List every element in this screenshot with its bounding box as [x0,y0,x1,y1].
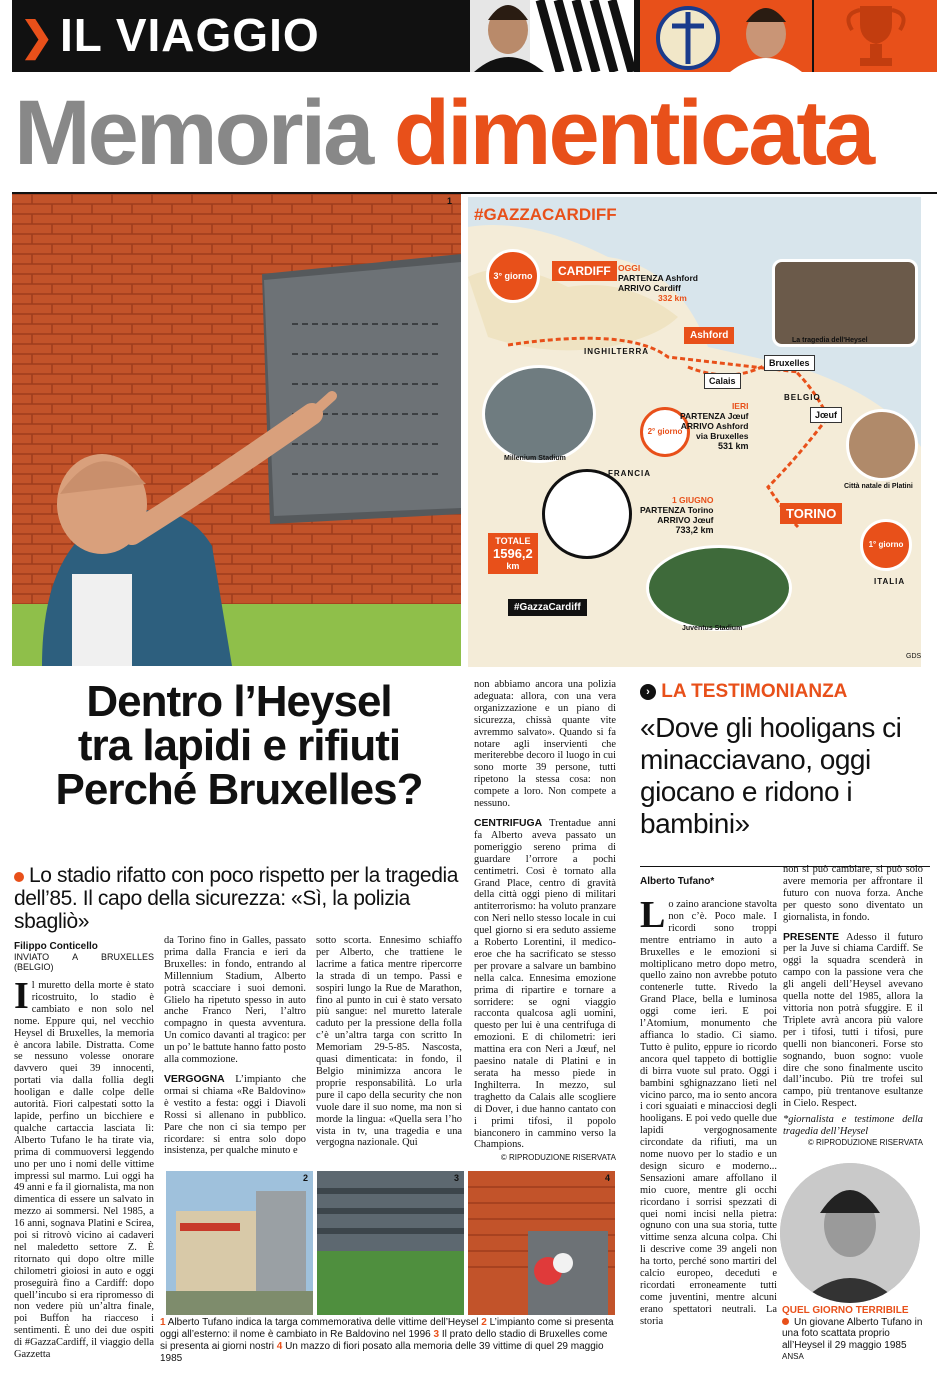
article-col2b-text: L’impianto che ormai si chiama «Re Baldovino» è vestito a festa: oggi i Diavoli Rossi si allenano in pubblico. Pare che non ci sia tempo per ricordare: si entra solo dopo insistenza, per qualche minuto e [164,1073,306,1157]
headline-word-2: dimenticata [393,82,873,184]
caption-heysel: La tragedia dell'Heysel [792,337,868,344]
info-oggi [618,263,698,303]
centrifuga-lead: CENTRIFUGA [474,817,543,829]
flowers-memorial-image [468,1171,615,1315]
city-jaeuf: Jœuf [810,407,842,423]
city-torino: TORINO [780,503,842,524]
photo-man-pointing-at-plaque [12,194,461,666]
testimonianza-repro: © RIPRODUZIONE RISERVATA [807,1137,923,1147]
country-francia: FRANCIA [608,469,651,478]
section-title: IL VIAGGIO [60,9,320,61]
info-giugno-title: 1 GIUGNO [671,495,714,505]
caption-num-1: 1 [160,1317,166,1328]
day-1-badge: 1° giorno [860,519,912,571]
testimonianza-kicker [640,681,847,703]
article-column-3 [316,935,462,1149]
photo-number-1: 1 [446,196,452,206]
article-col2a-text: da Torino fino in Galles, passato prima dalla Francia e ieri da Bruxelles: in fondo, entrando al Millennium Stadium, Alberto potrà scacciare i suoi demoni. Glielo ha ripetuto spesso in auto anche Franco Neri, l’altro compagno in questa avventura. Un comico davanti al tragico: per un po’ le battute hanno fatto posto alla commozione. [164,935,306,1066]
article-repro: © RIPRODUZIONE RISERVATA [500,1153,616,1163]
article-col3-text: sotto scorta. Ennesimo schiaffo per Alberto, che trattiene le lacrime a fatica mentre ripercorre la strada di un tempo. Passi e sospiri lungo la Rue de Marathon, fino al punto in cui è stato versato più sangue: nel muretto laterale caduto per la pressione della folla c’è un’altra targa con scritto In Memoriam 29-5-85. Nascosta, quasi dimenticata: in fondo, il Belgio minimizza ancora le proprie responsabilità. Lo urla pure il capo della security che non vuole dare il suo nome, ma non si morde la lingua: «Quella sera l’ho vista in tv, una tragedia e una vergogna nazionale. Qui [316,935,462,1149]
presente-lead: PRESENTE [783,931,840,943]
info-ieri-km: 531 km [717,441,749,451]
caption-num-2: 2 [481,1317,487,1328]
caption-text-1: Alberto Tufano indica la targa commemorativa delle vittime dell’Heysel [165,1317,482,1328]
testimonianza-col2b-text: Adesso il futuro per la Juve si chiama Cardiff. Se oggi la squadra scenderà in campo con la passione vera che gli angeli dell’Heysel avevano quella notte del 1985, allora la vittoria non potrà sfuggire. E il Triplete avrà ancora più valore per i tifosi, tutti i tifosi, pure quelli non bianconeri. Forse sto sognando, buon sogno: vuole dire che sono finalmente uscito dall’incubo. Più tre trofei sul campo, più trentanove esultanze in Cielo. Respect. [783,931,923,1110]
car-hashtag: #GazzaCardiff [508,599,587,616]
testimonianza-footnote: *giornalista e testimone della tragedia dell’Heysel [783,1114,923,1138]
chevron-circle-icon: › [640,684,656,700]
bullet-icon [782,1318,789,1325]
heysel-tragedy-photo [772,259,918,347]
caption-num-3: 3 [433,1329,440,1340]
testimonianza-kicker-text: LA TESTIMONIANZA [661,681,848,702]
photo-flowers-memorial [468,1171,615,1315]
section-header-bar [12,0,937,72]
vergogna-lead: VERGOGNA [164,1073,225,1085]
bottom-photo-captions [160,1317,615,1365]
young-alberto-caption [782,1305,930,1363]
info-ieri-title: IERI [731,401,749,411]
article-col4b-text: Trentadue anni fa Alberto aveva passato un pomeriggio sereno prima di guardare l’orrore a pochi centimetri. Così è tornato alla Grand Place, centro di gravità della città oggi pieno di militari antiterrorismo: ha voluto pranzare con Neri nello stesso locale in cui quel giorno si era seduto assieme a Roberto Lorentini, il medico-eroe che ha sacrificato se stesso per provare a salvare un bambino nella calca. Ennesima emozione prima di ripartire e tornare a sorridere: se ogni viaggio racconta qualcosa agli uomini, questo per lui è una centrifuga di emozioni. E di chilometri: ieri mattina era con Neri a Jœuf, nel paesino natale di Platini e in serata ha messo piede in Inghilterra. In mezzo, sul traghetto da Calais alle scogliere di Dover, i due hanno cantato con i primi tifosi, il popolo bianconero in cammino verso la Champions. [474,817,616,1151]
young-alberto-photo [780,1163,920,1303]
trophy-thumbnail [814,0,937,72]
total-distance-badge [488,533,538,574]
journalist-caricature [542,469,632,559]
chevron-right-icon: ❯ [20,15,54,59]
photo-stadium-exterior [166,1171,313,1315]
info-oggi-l1: PARTENZA Ashford [618,273,698,283]
map-credit: GDS [906,653,921,660]
stadium-exterior-image [166,1171,313,1315]
info-oggi-km: 332 km [658,293,687,303]
article-title [14,677,464,814]
city-cardiff: CARDIFF [552,261,617,281]
city-calais: Calais [704,373,741,389]
article-title-line-3: Perché Bruxelles? [55,765,423,814]
article-col4a-text: non abbiamo ancora una polizia adeguata: allora, con una vera organizzazione e un piano di sicurezza, chissà quante vite avremmo salvato». Quando si fa notare agli inservienti che meriterebbe decoro il luogo in cui sono morte 39 persone, tutti ripetono la stessa cosa: non compete a loro. Non compete a nessuno. [474,679,616,810]
caption-text-4: Un mazzo di fiori posato alla memoria delle 39 vittime di quel 29 maggio 1985 [160,1341,604,1364]
platini-photo [846,409,918,481]
day-2-badge: 2° giorno [640,407,690,457]
testimonianza-quote: «Dove gli hooligans ci minacciavano, oggi giocano e ridono i bambini» [640,712,902,839]
photo-caption-text: Un giovane Alberto Tufano in una foto scattata proprio all’Heysel il 29 maggio 1985 [782,1316,923,1351]
info-giugno-km: 733,2 km [675,525,714,535]
country-italia: ITALIA [874,577,906,586]
article-subtitle [14,864,466,933]
young-alberto-image [780,1163,920,1303]
millennium-stadium-photo [482,365,596,463]
article-dropcap: I [14,975,29,1017]
article-column-4 [474,679,616,1162]
testimonianza-column-1 [640,876,777,1328]
article-title-line-2: tra lapidi e rifiuti [77,721,401,770]
juventus-stadium-photo [646,545,792,631]
info-oggi-title: OGGI [618,263,641,273]
info-ieri [680,401,748,451]
article-column-2 [164,935,306,1157]
info-giugno-l1: PARTENZA Torino [640,505,714,515]
country-inghilterra: INGHILTERRA [584,347,650,356]
info-giugno [640,495,714,535]
photo-stadium-pitch [317,1171,464,1315]
photo-title: QUEL GIORNO TERRIBILE [782,1305,909,1316]
info-ieri-l2: ARRIVO Ashford [680,421,749,431]
testimonianza-author: Alberto Tufano* [640,876,715,887]
caption-num-4: 4 [276,1341,283,1352]
travel-map [468,197,921,667]
testimonianza-column-2 [783,864,923,1147]
info-oggi-l2: ARRIVO Cardiff [618,283,681,293]
info-ieri-l1: PARTENZA Jœuf [680,411,749,421]
article-column-1 [14,941,154,1361]
headline-word-1: Memoria [14,82,372,184]
country-belgio: BELGIO [784,393,821,402]
article-col1-text: l muretto della morte è stato ricostruito, lo stadio è cambiato e non solo nel nome. Eppure qui, nel vecchio Heysel di Bruxelles, la memoria è ancora labile. Distratta. Come se nessuno volesse onorare davvero quei 39 innocenti, portati via dalla follia degli hooligan e dalle colpe delle autorità. Fiori calpestati sotto la lapide, perfino un bicchiere e qualche cartaccia lasciata lì: Alberto Tufano le ha tirate via, prima di commuoversi leggendo uno per uno i nomi delle vittime impressi sul marmo. Lui oggi ha 49 anni e fa il giornalista, ma non dimentica di essere un salvato in mezzo ai sommersi. Nel 1985, a 16 anni, sognava Platini e Scirea, poi si ritrovò vicino ai cadaveri nel maledetto settore Z. È ritornato qui dopo oltre mille chilometri gioiosi in auto e oggi proseguirà fino a Cardiff: dopo quell’incubo si era ripromesso di non vedere più un’altra finale, poi Buffon ha riacceso i sentimenti. È uno dei due ospiti di #GazzaCardiff, il viaggio della Gazzetta [14,980,154,1361]
day-3-badge: 3° giorno [486,249,540,303]
testimonianza-col2a-text: non si può cambiare, si può solo avere memoria per affrontare il futuro con nuova forza. Anche per questo sono diventato un giornalista, in fondo. [783,864,923,923]
caption-millennium: Millenium Stadium [504,455,566,462]
photo-number-2: 2 [302,1173,308,1183]
article-author: Filippo Conticello [14,941,98,952]
article-subtitle-text: Lo stadio rifatto con poco rispetto per la tragedia dell’85. Il capo della sicurezza: «Sì, la polizia sbagliò» [14,864,459,933]
total-label: TOTALE [495,536,531,546]
testimonianza-col1-text: o zaino arancione stavolta non c’è. Poco male. I ricordi sono troppi mentre entriamo in auto a Bruxelles e le emozioni si moltiplicano metro dopo metro, quello zaino non avrebbe potuto contenerle tutte. Rivedo la Grand Place, bella e luminosa oggi come ieri. E poi l’Atomium, monumento che affianca lo stadio. Ci siamo. Tutto è pulito, eppure io ricordo ancora quel tappeto di bottiglie di birra vuote sul prato. Oggi i bambini sghignazzano lieti nel vicino parco, ma io sento ancora i cori sguaiati e minacciosi degli hooligans. E poi vedo quelle due lapidi vergognosamente circondate da rifiuti, ma un nome nuovo per lo stadio e un design sicuro e moderno... Sensazioni amare affollano il mio cuore, mentre gli occhi ricordano i sorrisi spezzati di quei nomi incisi nella pietra: ognuno con una sua storia, tutte vittime senza alcuna colpa. Chi li descrive come 39 angeli non ha torto, perché sono martiri del calcio europeo, deceduti e ricordati erroneamente tutti come juventini, mentre alcuni erano spettatori neutrali. La storia [640,899,777,1327]
city-bruxelles: Bruxelles [764,355,815,371]
stadium-pitch-image [317,1171,464,1315]
photo-credit: ANSA [782,1352,804,1361]
photo-number-3: 3 [453,1173,459,1183]
article-title-line-1: Dentro l’Heysel [86,677,392,726]
photo-number-4: 4 [604,1173,610,1183]
testimonianza-dropcap: L [640,894,666,936]
main-headline [14,78,872,188]
info-giugno-l2: ARRIVO Jœuf [657,515,714,525]
real-madrid-player-thumbnail [640,0,812,72]
juventus-player-thumbnail [470,0,634,72]
map-hashtag: #GAZZACARDIFF [474,205,617,224]
photo-heysel-plaque [12,194,461,666]
article-author-role: INVIATO A BRUXELLES (BELGIO) [14,952,154,972]
total-unit: km [506,561,520,571]
caption-platini: Città natale di Platini [844,483,913,490]
info-ieri-l3: via Bruxelles [696,431,749,441]
city-ashford: Ashford [684,327,734,344]
caption-juventus: Juventus Stadium [682,625,743,632]
bullet-icon [14,872,24,882]
total-value: 1596,2 [493,546,533,561]
caption-text-3: Il prato dello stadio di Bruxelles come si presenta ai giorni nostri [160,1329,608,1352]
caption-text-2: L’impianto come si presenta oggi all’esterno: il nome è cambiato in Re Baldovino nel 1996 [160,1317,614,1340]
